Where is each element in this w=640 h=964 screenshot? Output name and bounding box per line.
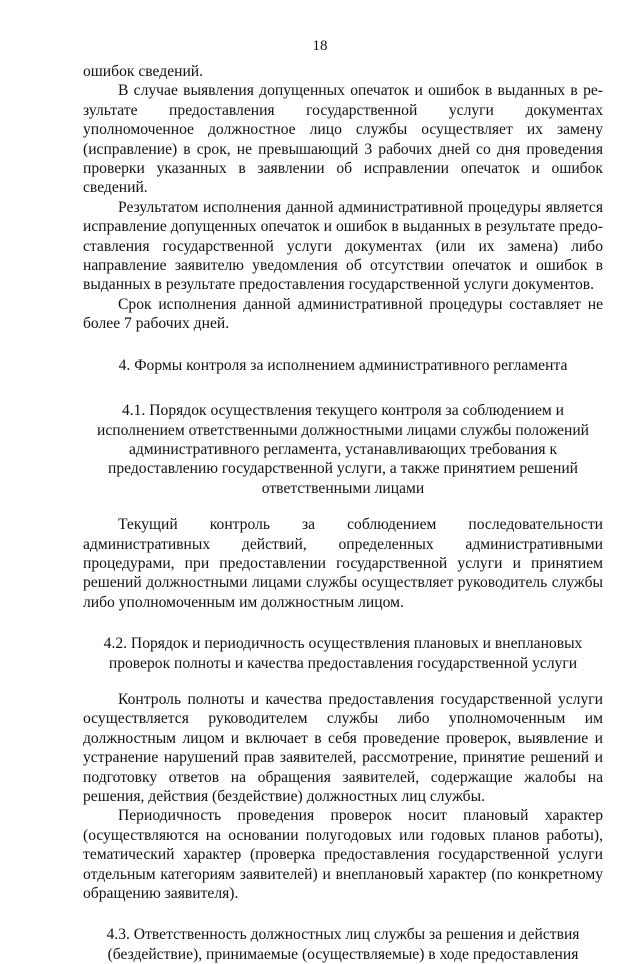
- paragraph-error-correction: В случае выявления допущенных опечаток и ошибок в выданных в результате предоставления государственной услуги документах уполномоченное должностное лицо службы осуществляет их замену (исправление) в срок, не превышающий 3 рабочих дней со дня проведения проверки указанных в заявлении об исправлении опечаток и ошибок сведений.: [83, 82, 603, 197]
- paragraph-procedure-result: Результатом исполнения данной административной процедуры является исправление допущенных опечаток и ошибок в выданных в результате предоставления государственной услуги документах (или их замена) либо направление заявителю уведомления об отсутствии опечаток и ошибок в выданных в результате предоставления государственной услуги документов.: [83, 198, 603, 294]
- paragraph-inspection-periodicity: Периодичность проведения проверок носит плановый характер (осуществляются на основании полугодовых или годовых планов работы), тематический характер (проверка предоставления государственной услуги отдельным категориям заявителей) и внеплановый характер (по конкретному обращению заявителя).: [83, 807, 603, 903]
- section-4-2-heading: 4.2. Порядок и периодичность осуществления плановых и внеплановых проверок полноты и качества предоставления государственной услуги: [103, 635, 583, 672]
- section-4-1-heading: 4.1. Порядок осуществления текущего контроля за соблюдением и исполнением ответственными должностными лицами службы положений административного регламента, устанавливающих требования к предоставлению государственной услуги, а также принятием решений ответственными лицами: [96, 402, 590, 497]
- paragraph-current-control: Текущий контроль за соблюдением последовательности административных действий, определенных административными процедурами, при предоставлении государственной услуги и принятием решений должностными лицами службы осуществляет руководитель службы либо уполномоченным им должностным лицом.: [83, 516, 603, 611]
- paragraph-procedure-term: Срок исполнения данной административной процедуры составляет не более 7 рабочих дней.: [83, 295, 603, 333]
- section-4-3-heading: 4.3. Ответственность должностных лиц службы за решения и действия (бездействие), принимаемые (осуществляемые) в ходе предоставления: [106, 926, 580, 963]
- document-body: [83, 62, 603, 964]
- paragraph-continuation: ошибок сведений.: [83, 63, 204, 80]
- section-4-heading: 4. Формы контроля за исполнением административного регламента: [118, 356, 568, 374]
- page-number: 18: [312, 38, 328, 54]
- paragraph-quality-control: Контроль полноты и качества предоставления государственной услуги осуществляется руководителем службы либо уполномоченным им должностным лицом и включает в себя проведение проверок, выявление и устранение нарушений прав заявителей, рассмотрение, принятие решений и подготовку ответов на обращения заявителей, содержащие жалобы на решения, действия (бездействие) должностных лиц службы.: [83, 690, 603, 805]
